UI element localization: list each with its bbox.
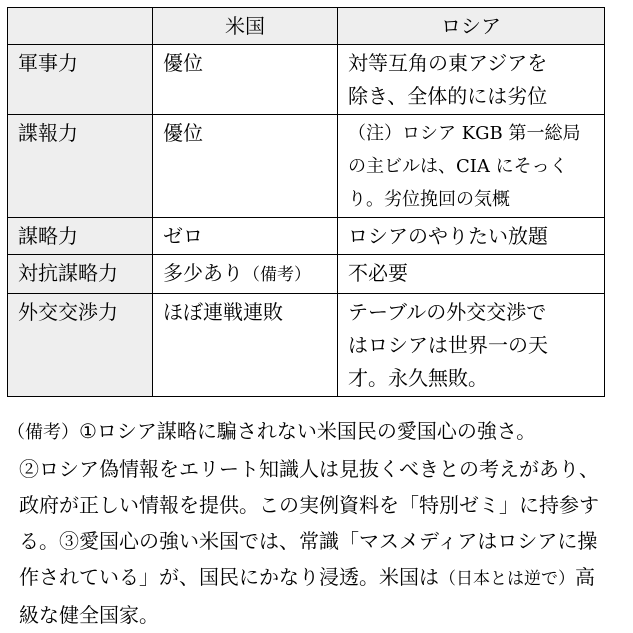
- russia-cell: テーブルの外交交渉で はロシアは世界一の天 才。永久無敗。: [338, 294, 605, 397]
- us-cell-main: 多少あり: [163, 261, 243, 285]
- table-row: [8, 255, 605, 294]
- row-label: 謀略力: [8, 218, 153, 255]
- table-header-row: [8, 8, 605, 45]
- remarks-text: 高: [575, 565, 595, 589]
- header-us: 米国: [153, 8, 338, 45]
- remarks-line: ②ロシア偽情報をエリート知識人は見抜くべきとの考えがあり、: [19, 457, 599, 481]
- remarks-line: [7, 413, 621, 451]
- russia-cell: （注）ロシア KGB 第一総局 の主ビルは、CIA にそっく り。劣位挽回の気概: [338, 115, 605, 218]
- remarks-lead: （備考）: [7, 422, 79, 443]
- russia-cell: 対等互角の東アジアを 除き、全体的には劣位: [338, 45, 605, 115]
- header-empty-cell: [8, 8, 153, 45]
- remarks-line: 政府が正しい情報を提供。この実例資料を「特別ゼミ」に持参す: [19, 493, 599, 517]
- table-row: [8, 115, 605, 218]
- remarks-aside: （日本とは逆で）: [439, 569, 575, 589]
- row-label: 外交交渉力: [8, 294, 153, 397]
- russia-cell: ロシアのやりたい放題: [338, 218, 605, 255]
- remarks-section: [7, 413, 621, 633]
- us-cell: [153, 255, 338, 294]
- remarks-text: 作されている」が、国民にかなり浸透。米国は: [19, 565, 439, 589]
- row-label: 軍事力: [8, 45, 153, 115]
- table-row: [8, 45, 605, 115]
- remarks-line: 級な健全国家。: [19, 603, 159, 627]
- us-cell: ゼロ: [153, 218, 338, 255]
- russia-cell: 不必要: [338, 255, 605, 294]
- remarks-line: る。③愛国心の強い米国では、常識「マスメディアはロシアに操: [19, 529, 598, 553]
- remarks-line: [7, 559, 621, 597]
- row-label: 対抗謀略力: [8, 255, 153, 294]
- us-cell: 優位: [153, 45, 338, 115]
- comparison-table: [7, 7, 605, 397]
- us-cell: ほぼ連戦連敗: [153, 294, 338, 397]
- us-cell-note-ref: （備考）: [243, 265, 311, 285]
- table-row: [8, 218, 605, 255]
- us-cell: 優位: [153, 115, 338, 218]
- header-russia: ロシア: [338, 8, 605, 45]
- table-row: [8, 294, 605, 397]
- remarks-text: ①ロシア謀略に騙されない米国民の愛国心の強さ。: [79, 419, 537, 443]
- row-label: 諜報力: [8, 115, 153, 218]
